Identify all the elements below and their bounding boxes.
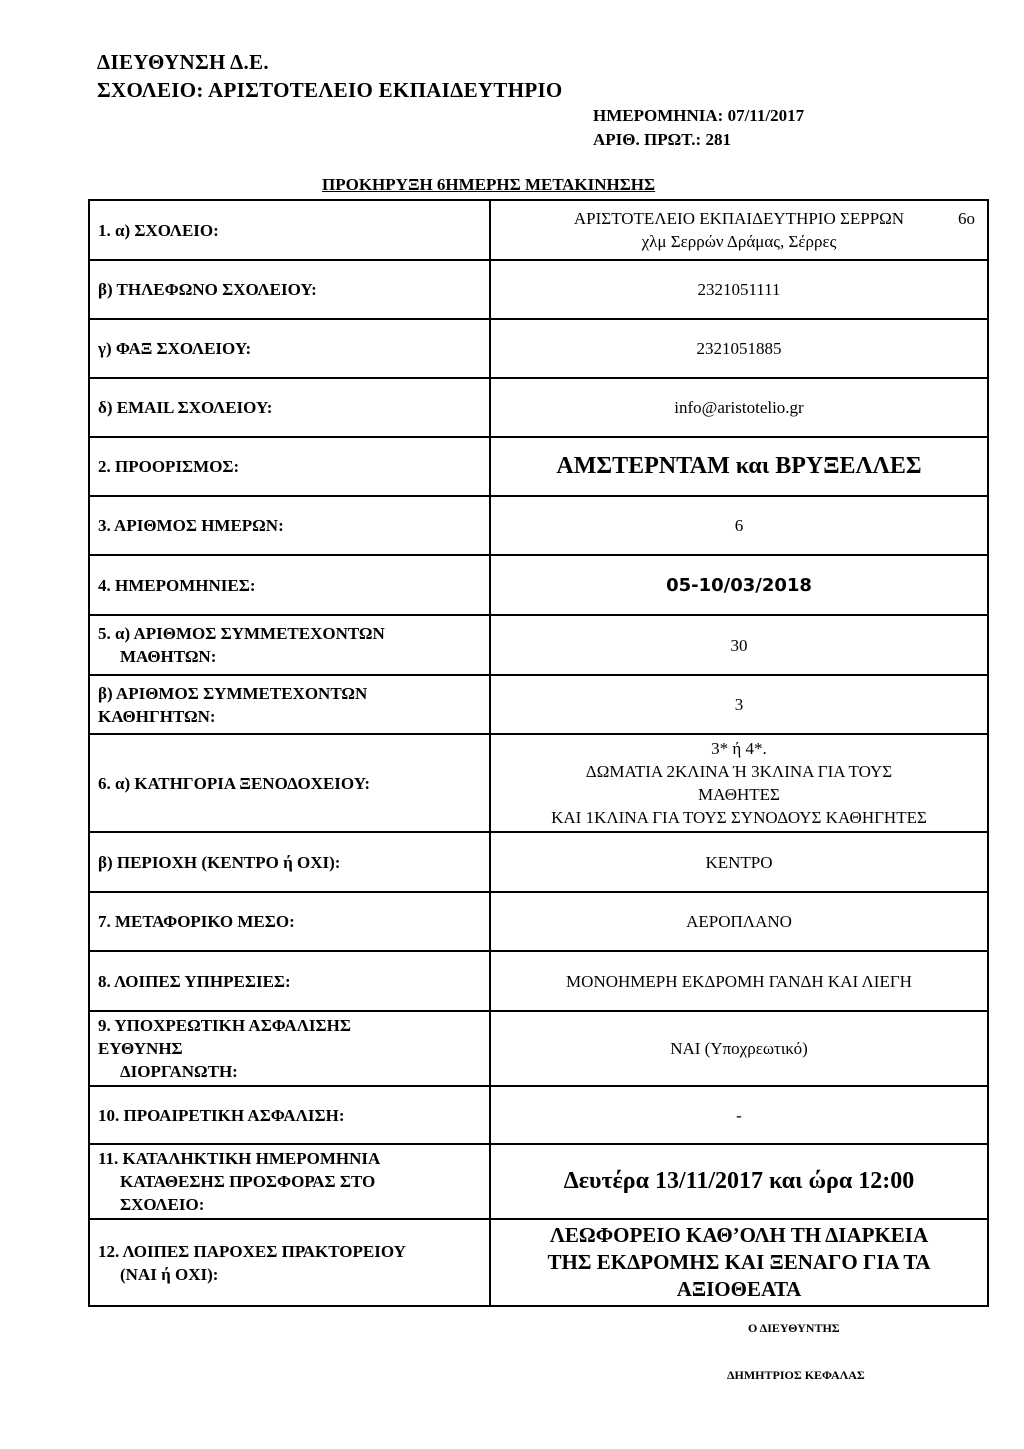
deadline-label-line2: ΚΑΤΑΘΕΣΗΣ ΠΡΟΣΦΟΡΑΣ ΣΤΟ [120,1172,376,1191]
teachers-label [89,675,490,734]
table-row-school [89,200,988,260]
table-row-services [89,951,988,1011]
deadline-label [89,1144,490,1219]
school-value-line1 [499,207,979,230]
students-label-line1: 5. α) ΑΡΙΘΜΟΣ ΣΥΜΜΕΤΕΧΟΝΤΩΝ [98,624,385,643]
area-value: ΚΕΝΤΡΟ [490,832,988,892]
deadline-value: Δευτέρα 13/11/2017 και ώρα 12:00 [490,1144,988,1219]
services-label: 8. ΛΟΙΠΕΣ ΥΠΗΡΕΣΙΕΣ: [89,951,490,1011]
students-value: 30 [490,615,988,675]
document-date: ΗΜΕΡΟΜΗΝΙΑ: 07/11/2017 [593,106,805,125]
school-label: 1. α) ΣΧΟΛΕΙΟ: [89,200,490,260]
hotel-rooms-line1: ΔΩΜΑΤΙΑ 2ΚΛΙΝΑ Ή 3ΚΛΙΝΑ ΓΙΑ ΤΟΥΣ [585,762,893,781]
school-name: ΑΡΙΣΤΟΤΕΛΕΙΟ ΕΚΠΑΙΔΕΥΤΗΡΙΟ ΣΕΡΡΩΝ [573,209,905,228]
table-row-dates [89,555,988,615]
email-value: info@aristotelio.gr [490,378,988,437]
days-value: 6 [490,496,988,555]
hotel-rooms-line3: ΚΑΙ 1ΚΛΙΝΑ ΓΙΑ ΤΟΥΣ ΣΥΝΟΔΟΥΣ ΚΑΘΗΓΗΤΕΣ [551,808,927,827]
students-label [89,615,490,675]
dates-value: 05-10/03/2018 [490,555,988,615]
directorate-heading: ΔΙΕΥΘΥΝΣΗ Δ.Ε. [97,50,269,74]
teachers-value: 3 [490,675,988,734]
table-row-fax [89,319,988,378]
protocol-number: ΑΡΙΘ. ΠΡΩΤ.: 281 [593,130,731,149]
hotel-value [490,734,988,832]
fax-value: 2321051885 [490,319,988,378]
table-row-days [89,496,988,555]
agency-value-line2: ΤΗΣ ΕΚΔΡΟΜΗΣ ΚΑΙ ΞΕΝΑΓΟ ΓΙΑ ΤΑ [547,1250,931,1274]
destination-label: 2. ΠΡΟΟΡΙΣΜΟΣ: [89,437,490,496]
insurance-label-line2: ΕΥΘΥΝΗΣ [98,1039,183,1058]
email-label: δ) EMAIL ΣΧΟΛΕΙΟΥ: [89,378,490,437]
hotel-rooms-line2: ΜΑΘΗΤΕΣ [698,785,780,804]
students-label-line2: ΜΑΘΗΤΩΝ: [120,647,217,666]
destination-value: ΑΜΣΤΕΡΝΤΑΜ και ΒΡΥΞΕΛΛΕΣ [490,437,988,496]
optional-insurance-value: - [490,1086,988,1144]
insurance-label-line3: ΔΙΟΡΓΑΝΩΤΗ: [120,1062,238,1081]
trip-announcement-table [88,199,989,1307]
agency-label-line1: 12. ΛΟΙΠΕΣ ΠΑΡΟΧΕΣ ΠΡΑΚΤΟΡΕΙΟΥ [98,1241,406,1261]
teachers-label-line1: β) ΑΡΙΘΜΟΣ ΣΥΜΜΕΤΕΧΟΝΤΩΝ [98,683,368,703]
table-row-optional-insurance [89,1086,988,1144]
table-row-deadline [89,1144,988,1219]
hotel-label: 6. α) ΚΑΤΗΓΟΡΙΑ ΞΕΝΟΔΟΧΕΙΟΥ: [89,734,490,832]
table-row-insurance [89,1011,988,1086]
insurance-label [89,1011,490,1086]
fax-label: γ) ΦΑΞ ΣΧΟΛΕΙΟΥ: [89,319,490,378]
transport-label: 7. ΜΕΤΑΦΟΡΙΚΟ ΜΕΣΟ: [89,892,490,951]
school-value [490,200,988,260]
phone-value: 2321051111 [490,260,988,319]
document-title: ΠΡΟΚΗΡΥΞΗ 6ΗΜΕΡΗΣ ΜΕΤΑΚΙΝΗΣΗΣ [322,175,656,194]
agency-label [89,1219,490,1306]
table-row-email [89,378,988,437]
agency-value-line3: ΑΞΙΟΘΕΑΤΑ [676,1277,802,1301]
table-row-area [89,832,988,892]
school-km: 6ο [958,209,975,228]
table-row-transport [89,892,988,951]
deadline-label-line1: 11. ΚΑΤΑΛΗΚΤΙΚΗ ΗΜΕΡΟΜΗΝΙΑ [98,1149,381,1168]
signatory-role: Ο ΔΙΕΥΘΥΝΤΗΣ [748,1321,840,1335]
phone-label: β) ΤΗΛΕΦΩΝΟ ΣΧΟΛΕΙΟΥ: [89,260,490,319]
school-heading: ΣΧΟΛΕΙΟ: ΑΡΙΣΤΟΤΕΛΕΙΟ ΕΚΠΑΙΔΕΥΤΗΡΙΟ [97,78,563,102]
agency-label-line2: (ΝΑΙ ή ΟΧΙ): [120,1264,219,1284]
teachers-label-line2: ΚΑΘΗΓΗΤΩΝ: [98,706,216,726]
table-row-destination [89,437,988,496]
days-label: 3. ΑΡΙΘΜΟΣ ΗΜΕΡΩΝ: [89,496,490,555]
insurance-label-line1: 9. ΥΠΟΧΡΕΩΤΙΚΗ ΑΣΦΑΛΙΣΗΣ [98,1016,351,1035]
services-value: ΜΟΝΟΗΜΕΡΗ ΕΚΔΡΟΜΗ ΓΑΝΔΗ ΚΑΙ ΛΙΕΓΗ [490,951,988,1011]
transport-value: ΑΕΡΟΠΛΑΝΟ [490,892,988,951]
insurance-value: ΝΑΙ (Υποχρεωτικό) [490,1011,988,1086]
deadline-label-line3: ΣΧΟΛΕΙΟ: [120,1195,205,1214]
table-row-hotel [89,734,988,832]
table-row-teachers [89,675,988,734]
signatory-name: ΔΗΜΗΤΡΙΟΣ ΚΕΦΑΛΑΣ [727,1368,865,1382]
optional-insurance-label: 10. ΠΡΟΑΙΡΕΤΙΚΗ ΑΣΦΑΛΙΣΗ: [89,1086,490,1144]
hotel-category: 3* ή 4*. [711,739,767,758]
table-row-phone [89,260,988,319]
area-label: β) ΠΕΡΙΟΧΗ (ΚΕΝΤΡΟ ή ΟΧΙ): [89,832,490,892]
table-row-agency [89,1219,988,1306]
agency-value-line1: ΛΕΩΦΟΡΕΙΟ ΚΑΘ’ΟΛΗ ΤΗ ΔΙΑΡΚΕΙΑ [549,1223,929,1247]
school-address: χλμ Σερρών Δράμας, Σέρρες [641,232,837,251]
agency-value [490,1219,988,1306]
table-row-students [89,615,988,675]
dates-label: 4. ΗΜΕΡΟΜΗΝΙΕΣ: [89,555,490,615]
